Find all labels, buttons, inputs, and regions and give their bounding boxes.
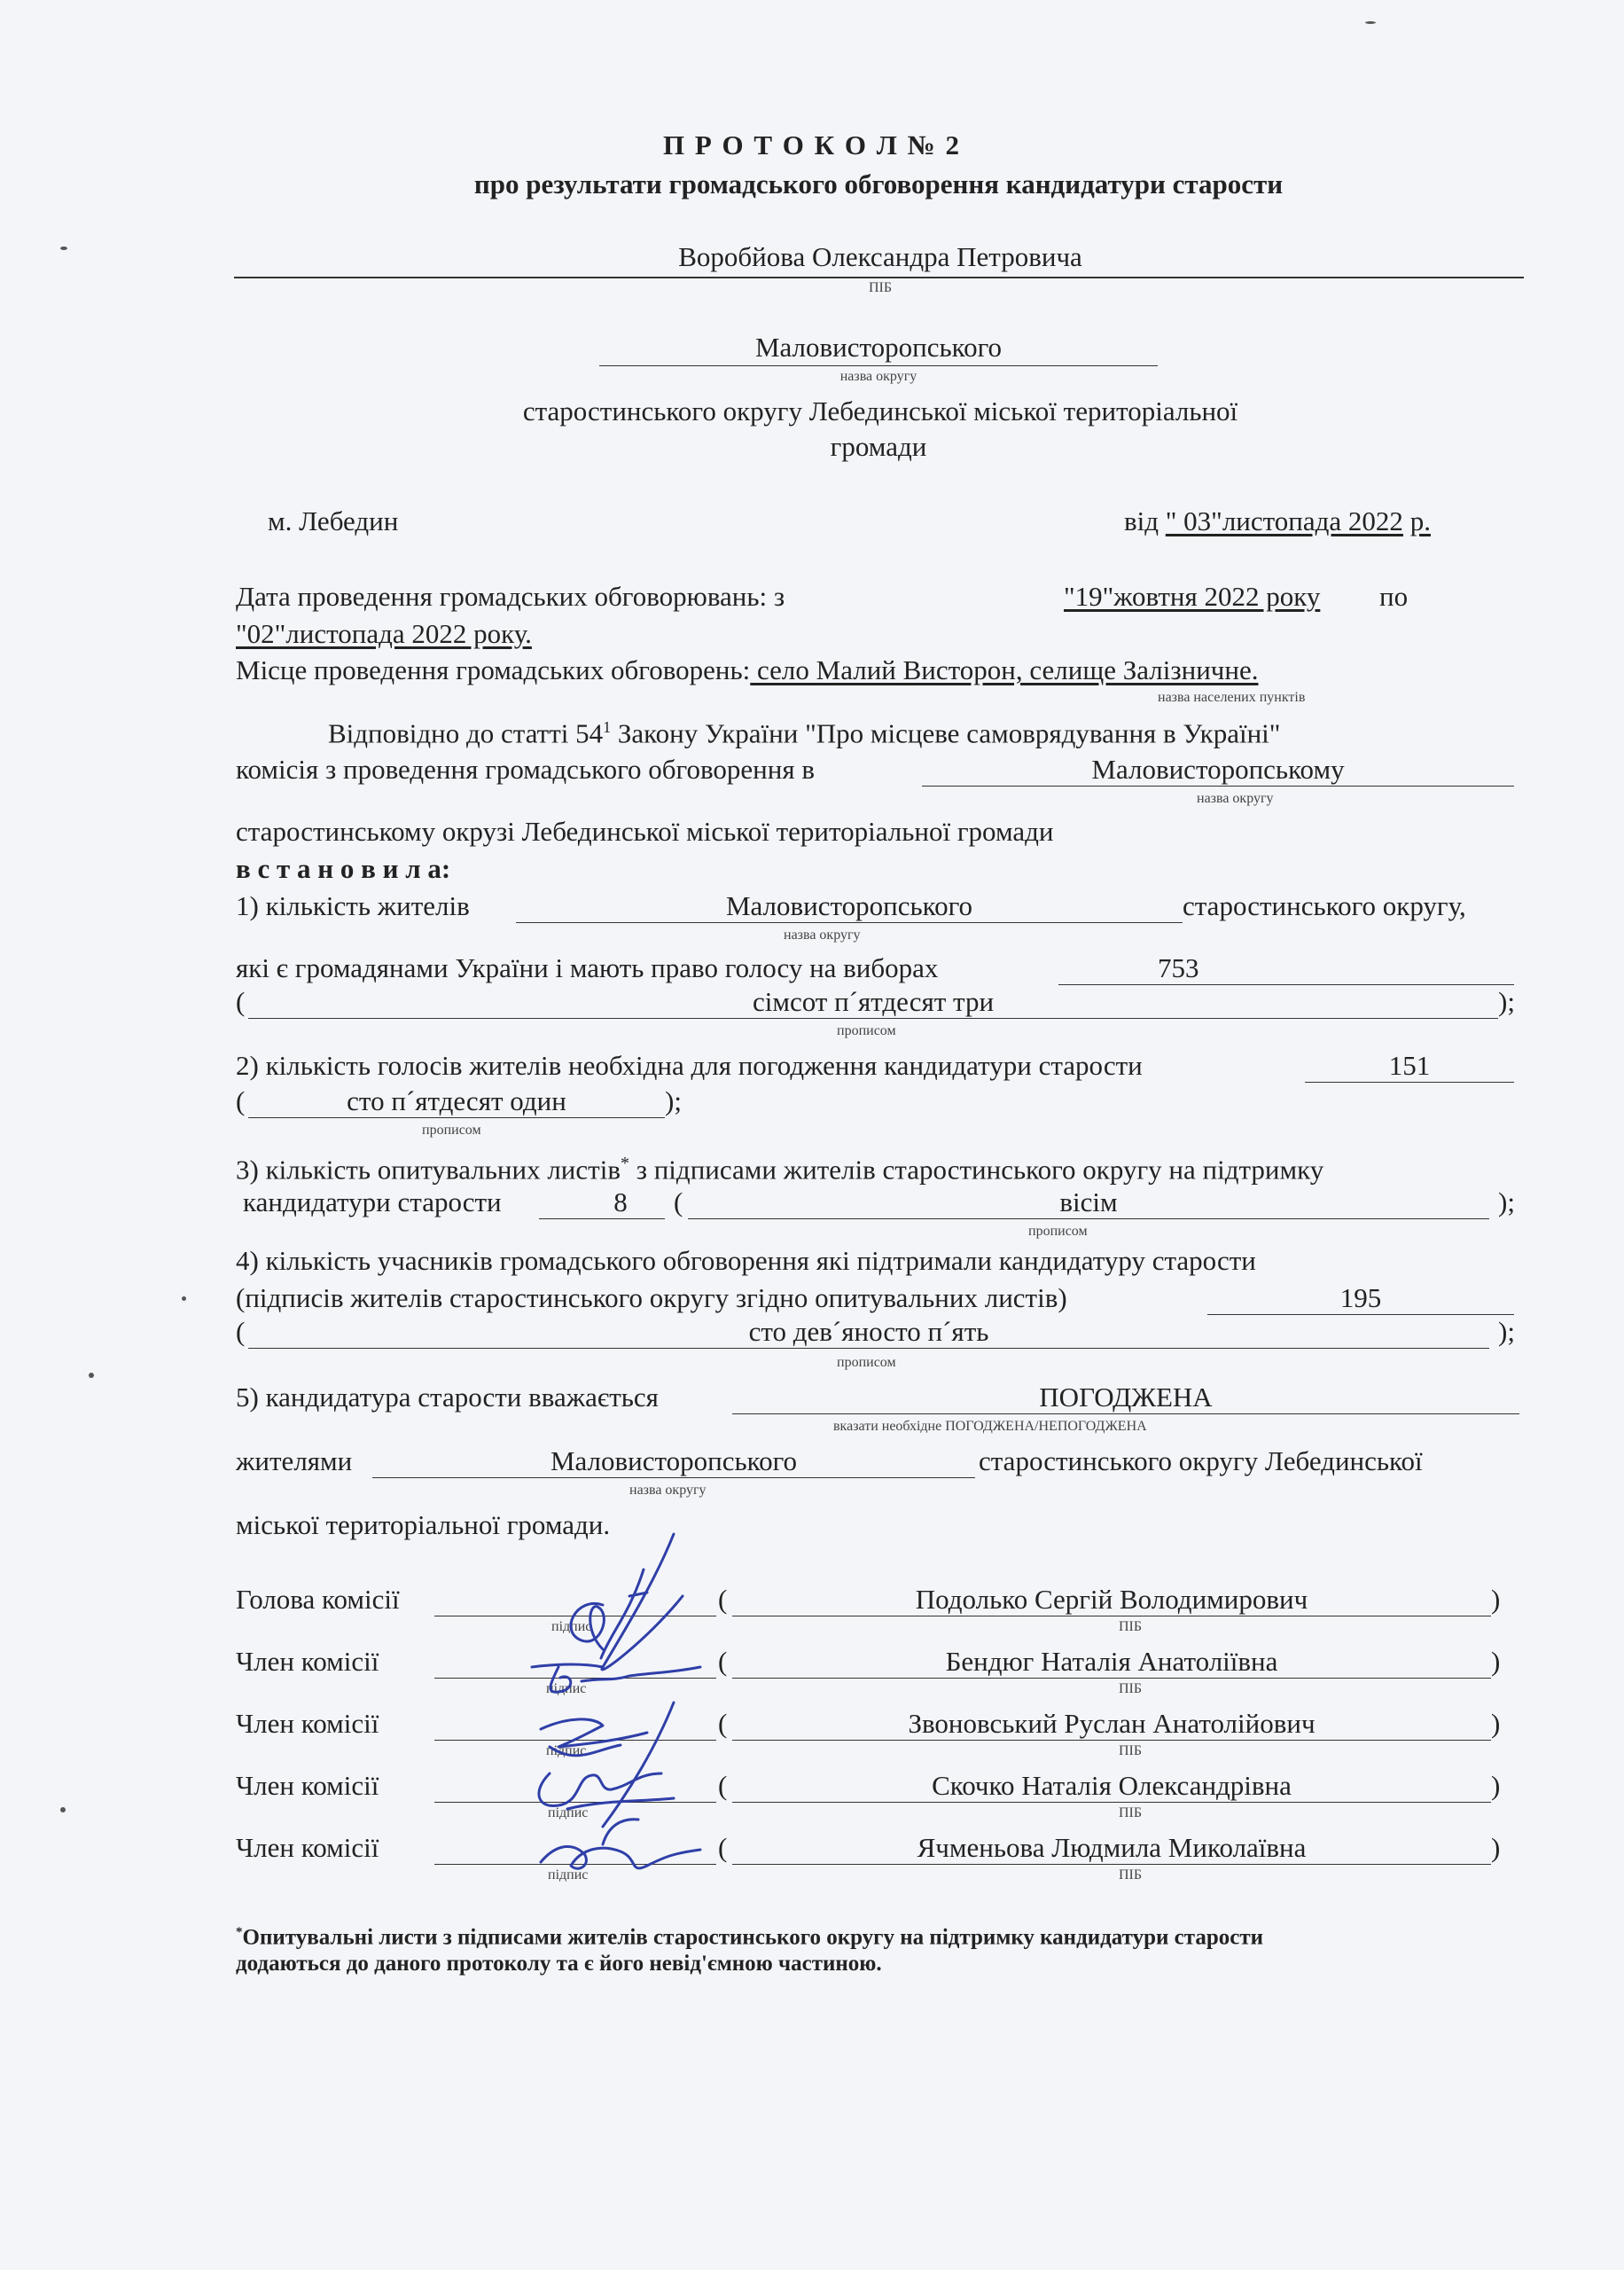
- intro-caption: назва округу: [1197, 791, 1274, 806]
- scan-speck: [60, 1807, 66, 1812]
- name-caption: ПІБ: [1119, 1681, 1143, 1696]
- name-caption: ПІБ: [1119, 1805, 1143, 1820]
- item3-number: 8: [613, 1186, 628, 1217]
- signature-caption: підпис: [546, 1681, 587, 1696]
- member-open-paren: (: [718, 1832, 728, 1863]
- item1-close-paren: );: [1498, 986, 1515, 1017]
- intro-district-line: [922, 786, 1514, 787]
- member-close-paren: ): [1491, 1584, 1501, 1615]
- handwritten-signatures: [496, 1507, 780, 1915]
- scan-speck: [60, 247, 67, 250]
- item1-label: 1) кількість жителів: [236, 890, 470, 921]
- member-name: Подолько Сергій Володимирович: [915, 1584, 1308, 1615]
- place-row: [236, 654, 1258, 686]
- date-suffix: р.: [1409, 505, 1431, 536]
- place-caption: назва населених пунктів: [1158, 690, 1306, 705]
- signature-head: [571, 1534, 683, 1670]
- place-label: Місце проведення громадських обговорень:: [236, 654, 751, 685]
- member-role: Член комісії: [236, 1646, 379, 1677]
- item4-line2: (підписів жителів старостинського округу згідно опитувальних листів): [236, 1282, 1067, 1313]
- item5-value-line: [732, 1413, 1519, 1414]
- item2-close-paren: );: [665, 1085, 682, 1116]
- member-name: Ячменьова Людмила Миколаївна: [917, 1832, 1307, 1863]
- member-role: Член комісії: [236, 1708, 379, 1739]
- member-close-paren: ): [1491, 1646, 1501, 1677]
- article-superscript: 1: [603, 718, 612, 736]
- item5-value: ПОГОДЖЕНА: [1039, 1382, 1213, 1413]
- scan-speck: [1365, 21, 1376, 24]
- intro-line2: комісія з проведення громадського обговорення в: [236, 754, 815, 785]
- member-name-line: [732, 1864, 1491, 1865]
- date-prefix: від: [1124, 505, 1159, 536]
- item1-caption: назва округу: [784, 928, 861, 943]
- member-name: Бендюг Наталія Анатоліївна: [945, 1646, 1278, 1677]
- protocol-subtitle: про результати громадського обговорення кандидатури старости: [473, 168, 1284, 200]
- signature-caption: підпис: [551, 1619, 592, 1634]
- item3-words-line: [688, 1218, 1489, 1219]
- footnote-text1: Опитувальні листи з підписами жителів старостинського округу на підтримку кандидатури старости: [242, 1925, 1264, 1950]
- intro-text-rest: Закону України "Про місцеве самоврядування в Україні": [611, 717, 1281, 749]
- item3-number-line: [539, 1218, 665, 1219]
- item2-open-paren: (: [236, 1085, 246, 1116]
- item5-caption: вказати необхідне ПОГОДЖЕНА/НЕПОГОДЖЕНА: [833, 1419, 1147, 1434]
- member-name-line: [732, 1678, 1491, 1679]
- item1-words-line: [248, 1018, 1498, 1019]
- item1-words: сімсот п´ятдесят три: [752, 986, 995, 1017]
- item3-open-paren: (: [674, 1186, 683, 1217]
- date-to-prefix: по: [1379, 581, 1409, 612]
- district-line: [599, 365, 1158, 366]
- intro-text: Відповідно до статті 54: [328, 717, 604, 749]
- footnote-star: *: [236, 1925, 243, 1939]
- item3-words: вісім: [1059, 1186, 1118, 1217]
- signature-yachmenova: [541, 1820, 700, 1868]
- member-name: Скочко Наталія Олександрівна: [932, 1770, 1292, 1801]
- place-value: село Малий Висторон, селище Залізничне.: [750, 654, 1259, 685]
- item1-open-paren: (: [236, 986, 246, 1017]
- item1-number: 753: [1158, 952, 1199, 983]
- signature-caption: підпис: [548, 1805, 589, 1820]
- item1-words-caption: прописом: [837, 1023, 896, 1038]
- item4-number-line: [1207, 1314, 1514, 1315]
- district-line1: старостинського округу Лебединської міської територіальної: [522, 395, 1238, 427]
- member-role: Член комісії: [236, 1770, 379, 1801]
- member-open-paren: (: [718, 1584, 728, 1615]
- item4-close-paren: );: [1498, 1316, 1515, 1347]
- name-caption: ПІБ: [1119, 1619, 1143, 1634]
- scan-speck: [182, 1296, 186, 1301]
- signature-caption: підпис: [548, 1867, 589, 1883]
- established-heading: в с т а н о в и л а:: [236, 853, 451, 884]
- member-name-line: [732, 1802, 1491, 1803]
- member-close-paren: ): [1491, 1708, 1501, 1739]
- signature-skochko: [539, 1773, 674, 1809]
- item2-number: 151: [1388, 1050, 1431, 1081]
- item3-star: *: [620, 1154, 629, 1173]
- item1-line2: які є громадянами України і мають право голосу на виборах: [236, 952, 939, 983]
- district-line2: громади: [830, 431, 927, 462]
- date-to: "02"листопада 2022 року.: [236, 618, 532, 649]
- item3-label: 3) кількість опитувальних листів: [236, 1154, 621, 1186]
- item1-district-line: [516, 922, 1183, 923]
- footnote-line2: додаються до даного протоколу та є його невід'ємною частиною.: [236, 1952, 882, 1976]
- item4-words-caption: прописом: [837, 1355, 896, 1370]
- footnote-line1: [236, 1919, 1263, 1951]
- signature-caption: підпис: [546, 1743, 587, 1758]
- district-name: Маловисторопського: [754, 332, 1003, 363]
- dates-label: Дата проведення громадських обговорювань: з: [236, 581, 785, 612]
- item5-suffix: старостинського округу Лебединської: [979, 1445, 1423, 1476]
- item2-words-caption: прописом: [422, 1123, 481, 1138]
- item2-words: сто п´ятдесят один: [347, 1085, 566, 1116]
- date-from: "19"жовтня 2022 року: [1064, 581, 1321, 612]
- member-close-paren: ): [1491, 1770, 1501, 1801]
- intro-line3: старостинському окрузі Лебединської міської територіальної громади: [236, 816, 1054, 847]
- scan-speck: [89, 1373, 94, 1378]
- item3-close-paren: );: [1498, 1186, 1515, 1217]
- item5-district-line: [372, 1477, 975, 1478]
- candidate-line: [234, 277, 1524, 278]
- member-role: Член комісії: [236, 1832, 379, 1863]
- candidate-name: Воробйова Олександра Петровича: [678, 241, 1082, 272]
- signature-bendyug: [532, 1664, 700, 1692]
- item1-suffix: старостинського округу,: [1183, 890, 1466, 921]
- item3-rest: з підписами жителів старостинського округу на підтримку: [629, 1154, 1324, 1186]
- item3-line1: [236, 1147, 1323, 1186]
- item2-words-line: [248, 1117, 665, 1118]
- item4-words: сто дев´яносто п´ять: [748, 1316, 989, 1347]
- item5-caption2: назва округу: [629, 1483, 707, 1498]
- district-caption: назва округу: [839, 369, 917, 384]
- candidate-caption: ПІБ: [868, 280, 893, 295]
- protocol-title: П Р О Т О К О Л № 2: [662, 129, 962, 160]
- member-name: Звоновський Руслан Анатолійович: [908, 1708, 1316, 1739]
- item2-label: 2) кількість голосів жителів необхідна для погодження кандидатури старости: [236, 1050, 1143, 1081]
- protocol-date: " 03"листопада 2022: [1165, 505, 1403, 536]
- item2-number-line: [1305, 1082, 1514, 1083]
- intro-district: Маловисторопському: [1091, 754, 1345, 785]
- item5-residents: жителями: [236, 1445, 353, 1476]
- item5-line3: міської територіальної громади.: [236, 1509, 611, 1540]
- protocol-date-row: [1124, 505, 1431, 537]
- item3-words-caption: прописом: [1028, 1224, 1088, 1239]
- item4-open-paren: (: [236, 1316, 246, 1347]
- member-open-paren: (: [718, 1646, 728, 1677]
- item1-district: Маловисторопського: [725, 890, 973, 921]
- intro-line1: [328, 711, 1280, 749]
- member-role: Голова комісії: [236, 1584, 400, 1615]
- name-caption: ПІБ: [1119, 1867, 1143, 1883]
- item4-words-line: [248, 1348, 1489, 1349]
- item5-district: Маловисторопського: [550, 1445, 798, 1476]
- member-close-paren: ): [1491, 1832, 1501, 1863]
- item4-label: 4) кількість учасників громадського обговорення які підтримали кандидатуру старости: [236, 1245, 1256, 1276]
- item1-number-line: [1058, 984, 1514, 985]
- member-open-paren: (: [718, 1770, 728, 1801]
- item4-number: 195: [1339, 1282, 1382, 1313]
- item3-line2: кандидатури старости: [243, 1186, 502, 1217]
- city: м. Лебедин: [268, 505, 399, 536]
- name-caption: ПІБ: [1119, 1743, 1143, 1758]
- signature-zvonovskyi: [541, 1702, 674, 1827]
- item5-label: 5) кандидатура старости вважається: [236, 1382, 659, 1413]
- member-open-paren: (: [718, 1708, 728, 1739]
- member-name-line: [732, 1740, 1491, 1741]
